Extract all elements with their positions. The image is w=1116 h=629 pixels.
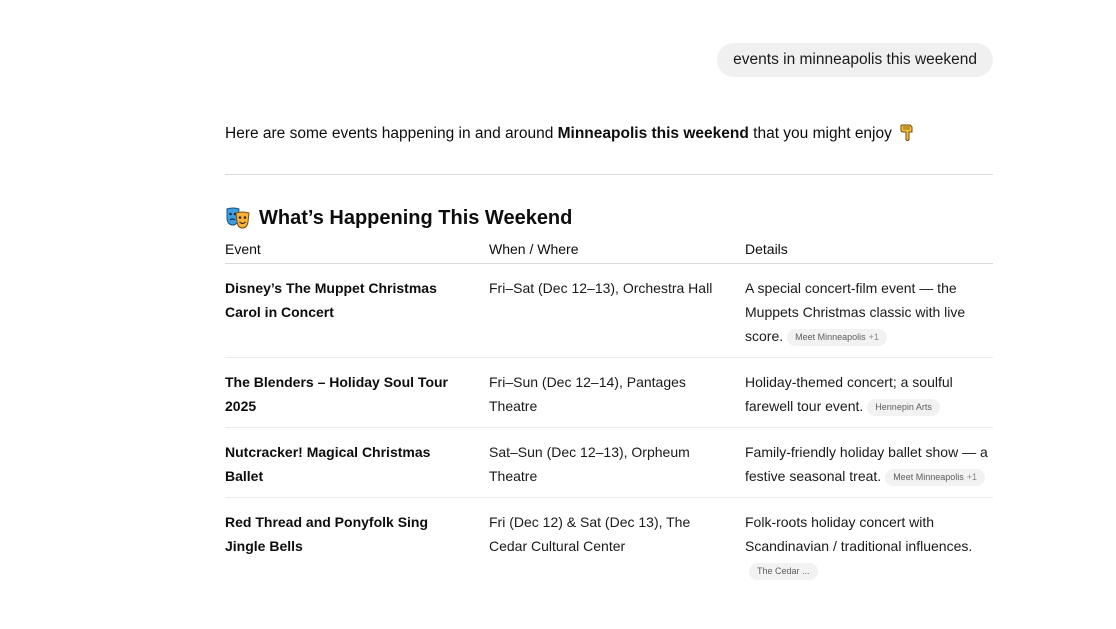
source-extra-count: +1 xyxy=(868,332,879,342)
event-name-cell: Nutcracker! Magical Christmas Ballet xyxy=(225,428,489,498)
when-where-cell: Fri–Sun (Dec 12–14), Pantages Theatre xyxy=(489,358,745,428)
table-row xyxy=(225,358,993,428)
when-where-cell: Sat–Sun (Dec 12–13), Orpheum Theatre xyxy=(489,428,745,498)
table-header-row xyxy=(225,237,993,264)
column-header-event: Event xyxy=(225,237,489,264)
table-row xyxy=(225,428,993,498)
source-label: Meet Minneapolis xyxy=(795,332,866,342)
events-table xyxy=(225,237,993,591)
table-row xyxy=(225,264,993,358)
when-where-cell: Fri–Sat (Dec 12–13), Orchestra Hall xyxy=(489,264,745,358)
details-text: A special concert‑film event — the Muppets Christmas classic with live score. xyxy=(745,280,966,344)
details-cell xyxy=(745,428,993,498)
source-citation-pill[interactable] xyxy=(885,469,985,486)
event-name-cell: Red Thread and Ponyfolk Sing Jingle Bells xyxy=(225,514,429,554)
details-text: Folk‑roots holiday concert with Scandinavian / traditional influences. xyxy=(745,514,973,554)
details-cell xyxy=(745,498,993,592)
intro-text-after: that you might enjoy xyxy=(748,125,892,142)
source-citation-pill[interactable] xyxy=(787,329,887,346)
event-name-cell: Disney’s The Muppet Christmas Carol in Concert xyxy=(225,264,489,358)
intro-text-bold: Minneapolis this weekend xyxy=(557,125,749,142)
details-text: Family‑friendly holiday ballet show — a festive seasonal treat. xyxy=(745,444,988,484)
user-message-bubble: events in minneapolis this weekend xyxy=(717,43,993,77)
column-header-when-where: When / Where xyxy=(489,237,745,264)
assistant-answer xyxy=(225,118,993,591)
section-divider xyxy=(225,174,993,175)
section-title: What’s Happening This Weekend xyxy=(259,207,573,229)
backhand-index-pointing-down-icon xyxy=(898,121,916,139)
intro-paragraph xyxy=(225,118,993,150)
details-cell xyxy=(745,358,993,428)
event-name-cell: The Blenders – Holiday Soul Tour 2025 xyxy=(225,358,489,428)
source-citation-pill[interactable] xyxy=(867,399,940,416)
column-header-details: Details xyxy=(745,237,993,264)
source-label: Hennepin Arts xyxy=(875,402,932,412)
source-extra-count: +1 xyxy=(966,472,977,482)
table-row xyxy=(225,498,993,592)
source-citation-pill[interactable] xyxy=(749,563,818,580)
when-where-cell: Fri (Dec 12) & Sat (Dec 13), The Cedar Cultural Center xyxy=(489,514,691,554)
details-cell xyxy=(745,264,993,358)
intro-text-before: Here are some events happening in and around xyxy=(225,125,558,142)
source-label: Meet Minneapolis xyxy=(893,472,964,482)
source-label: The Cedar ... xyxy=(757,566,810,576)
performing-arts-masks-icon xyxy=(225,206,251,230)
section-heading xyxy=(225,205,993,231)
details-text: Holiday‑themed concert; a soulful farewell tour event. xyxy=(745,374,953,414)
